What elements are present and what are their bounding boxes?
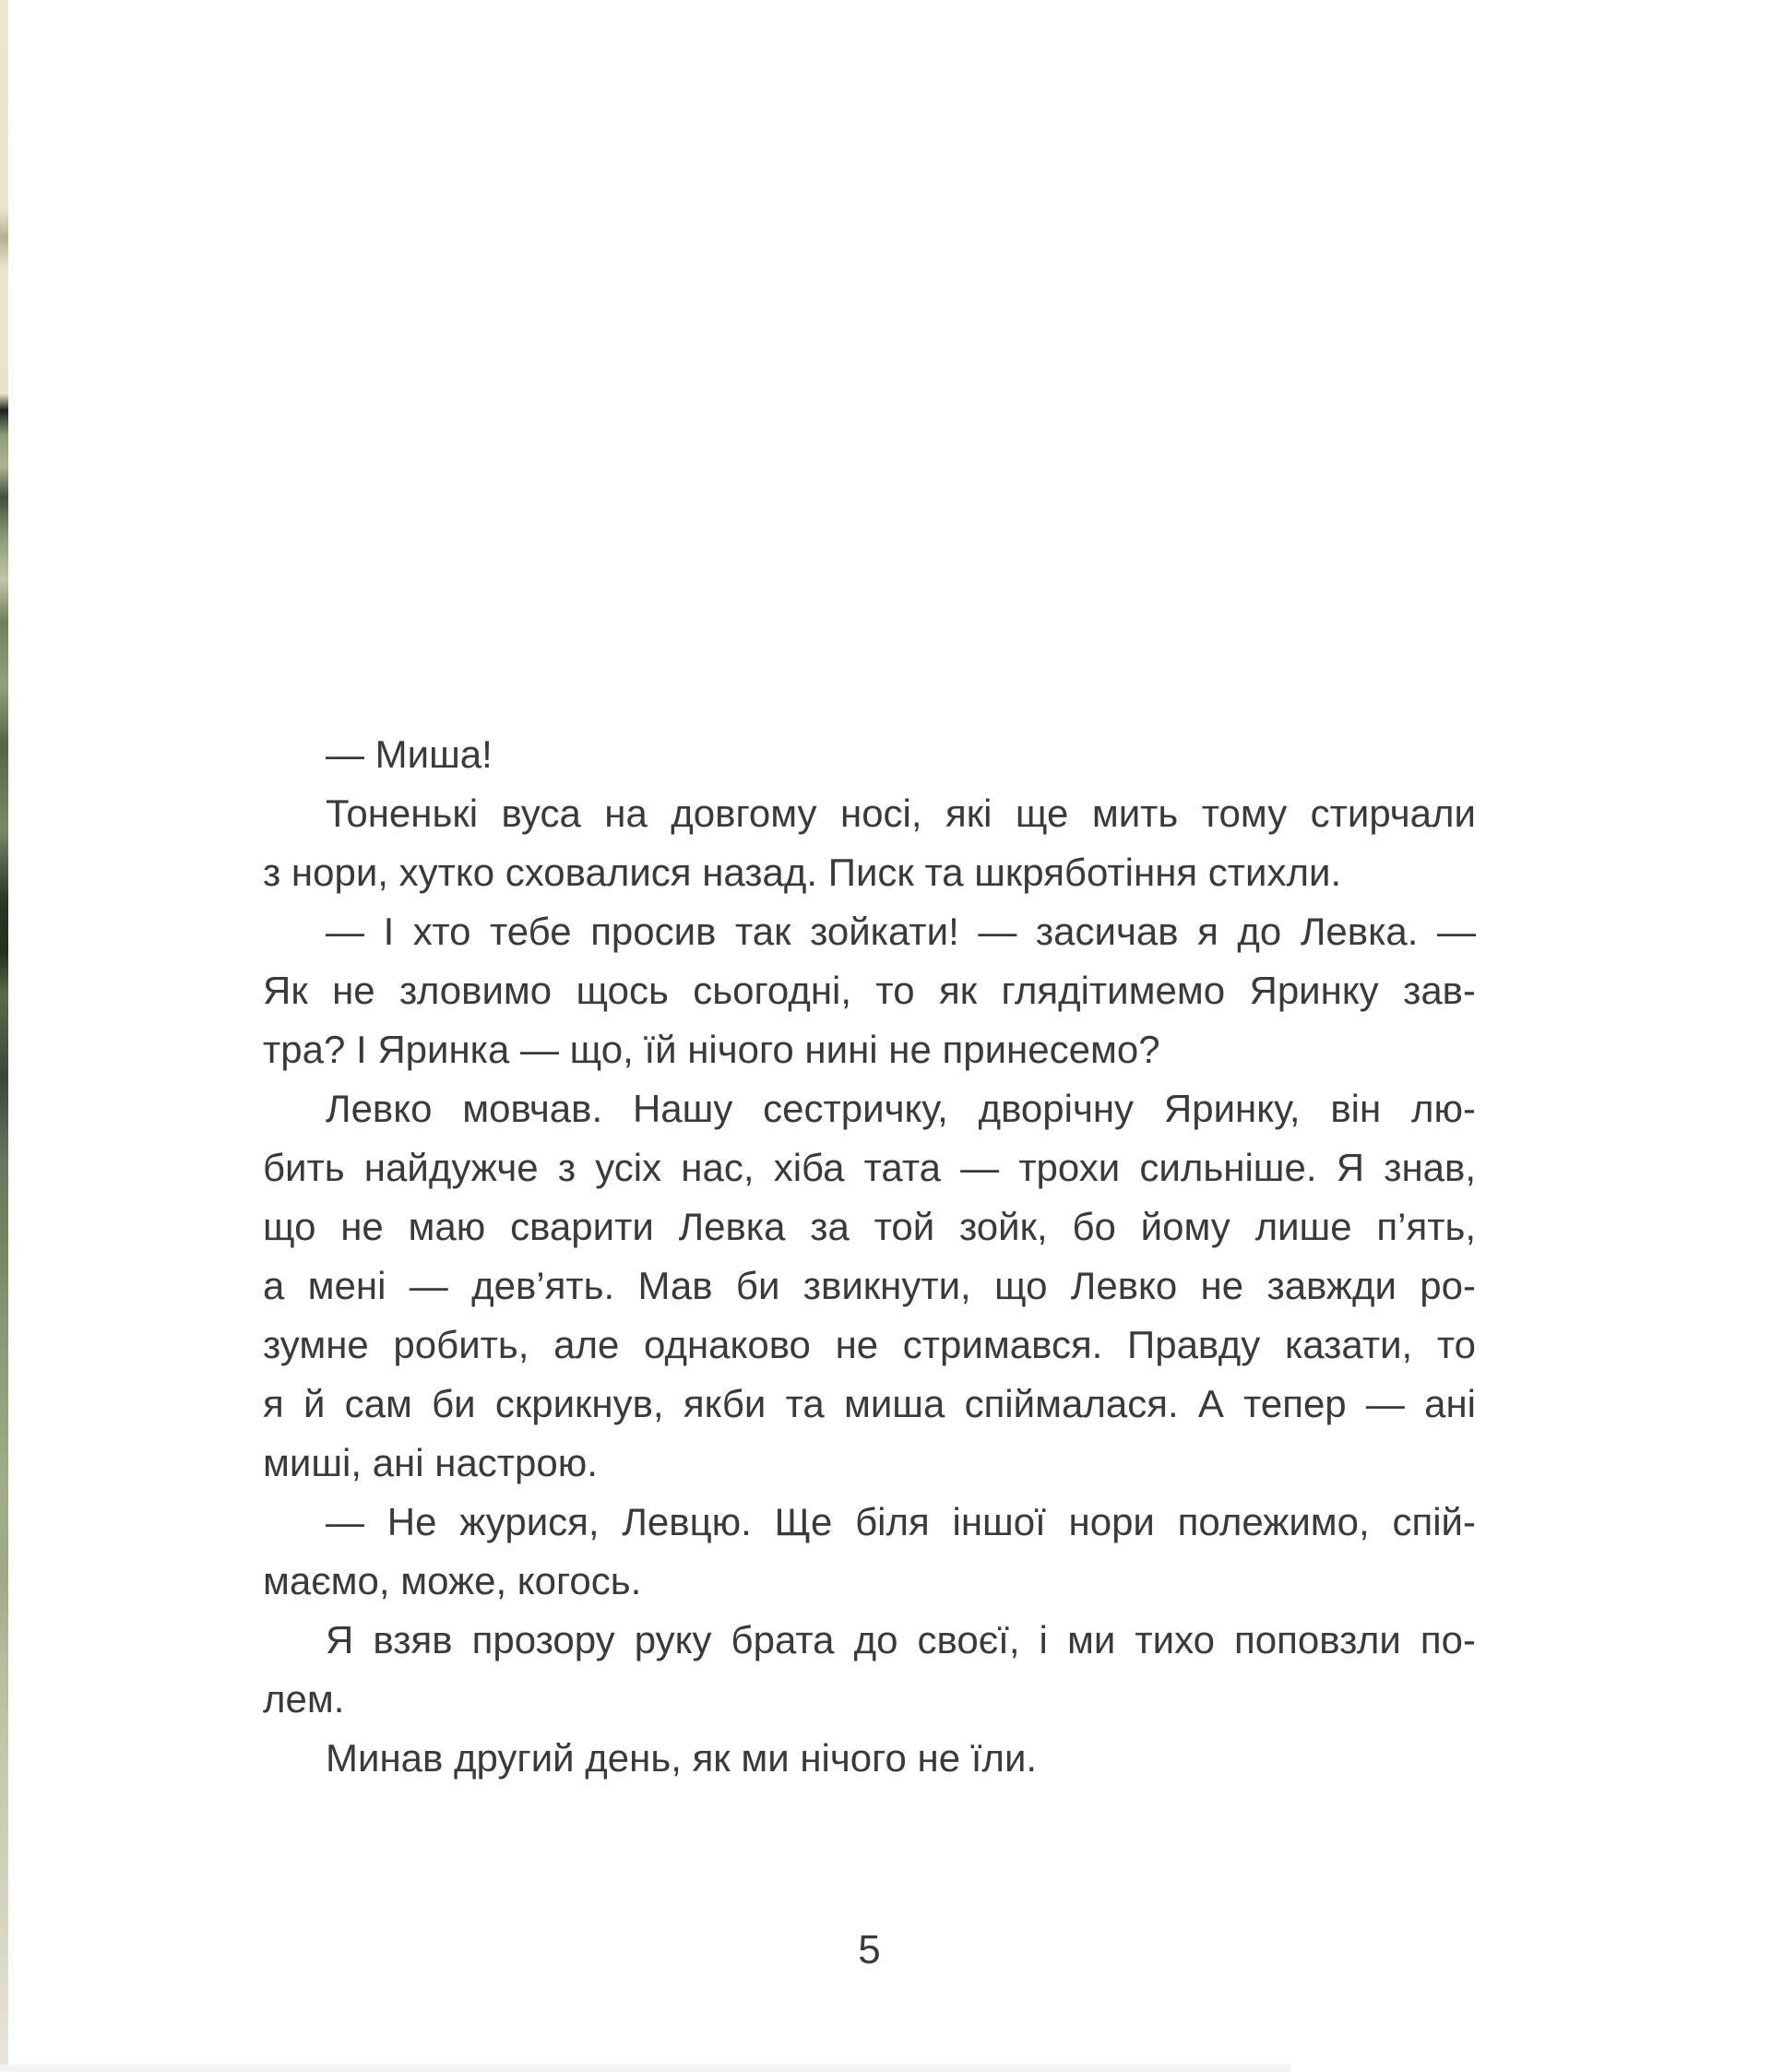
text-line: Минав другий день, як ми нічого не їли. [326, 1736, 1038, 1780]
page-number: 5 [858, 1927, 881, 1972]
text-line: Тоненькі вуса на довгому носі, які ще мить тому стирчали [326, 792, 1476, 835]
text-line: — І хто тебе просив так зойкати! — засичав я до Левка. — [326, 910, 1476, 953]
text-line: тра? І Яринка — що, їй нічого нині не принесемо? [263, 1028, 1160, 1071]
text-line: що не маю сварити Левка за той зойк, бо йому лише п’ять, [263, 1205, 1476, 1248]
page-bottom-edge [0, 2065, 1291, 2072]
story-text [263, 725, 1476, 1788]
text-line: зумне робить, але однаково не стримався. Правду казати, то [263, 1323, 1476, 1366]
text-line: Я взяв прозору руку брата до своєї, і ми тихо поповзли по- [326, 1618, 1476, 1661]
book-fore-edge [0, 0, 8, 2072]
text-line: маємо, може, когось. [263, 1559, 642, 1602]
text-line: Левко мовчав. Нашу сестричку, дворічну Яринку, він лю- [326, 1087, 1476, 1130]
text-line: з нори, хутко сховалися назад. Писк та шкряботіння стихли. [263, 851, 1342, 894]
text-line: Як не зловимо щось сьогодні, то як глядітимемо Яринку зав- [263, 969, 1476, 1012]
text-line: лем. [263, 1677, 345, 1721]
text-line: я й сам би скрикнув, якби та миша спіймалася. А тепер — ані [263, 1382, 1476, 1425]
text-line: а мені — дев’ять. Мав би звикнути, що Левко не завжди ро- [263, 1264, 1476, 1307]
text-line: миші, ані настрою. [263, 1441, 598, 1484]
text-line: — Не журися, Левцю. Ще біля іншої нори полежимо, спій- [326, 1500, 1476, 1543]
text-line: — Миша! [326, 732, 493, 776]
text-line: бить найдужче з усіх нас, хіба тата — трохи сильніше. Я знав, [263, 1146, 1476, 1189]
